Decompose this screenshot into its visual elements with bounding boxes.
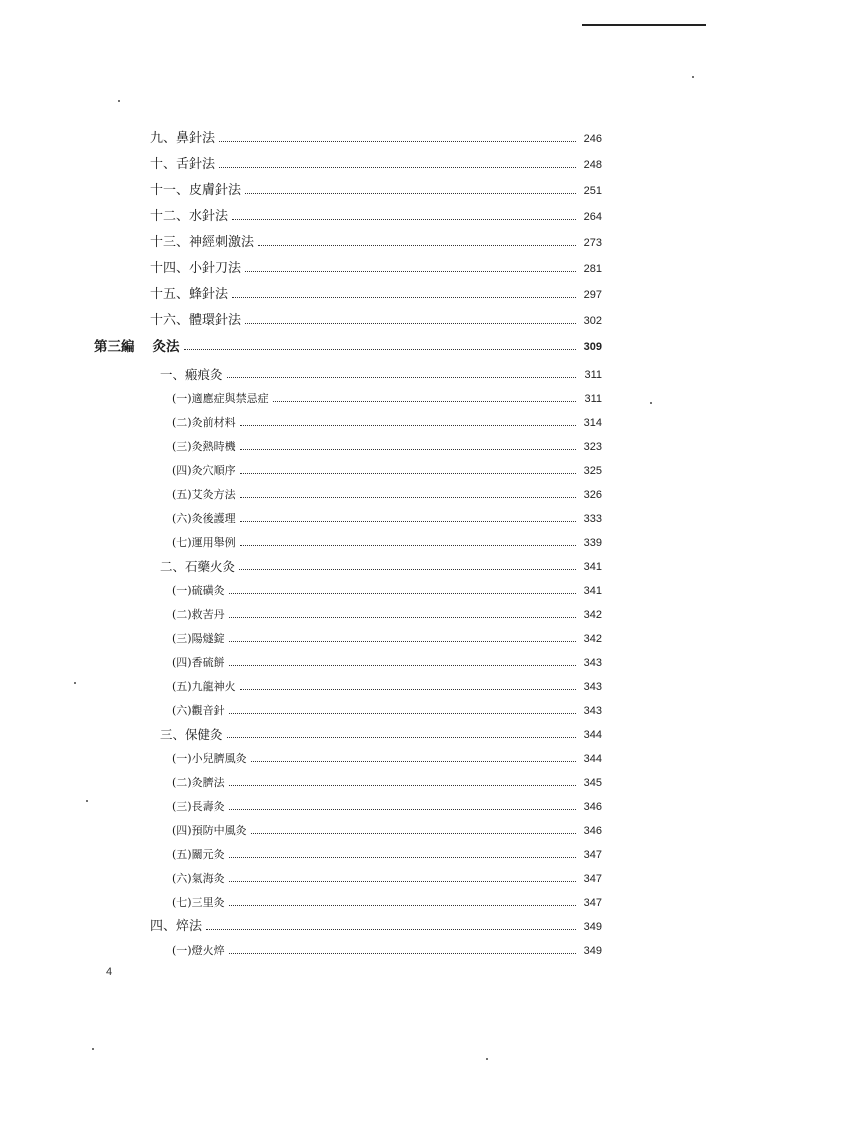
toc-entry-title: (四)預防中風灸 [172,824,247,837]
toc-entry-title: 十、舌針法 [150,157,216,172]
dot-leader [229,871,576,882]
dot-leader [273,391,576,402]
toc-subentry [172,606,602,624]
toc-entry-title: (一)小兒臍風灸 [172,752,247,765]
toc-subentry [172,510,602,528]
part-page: 309 [583,341,602,353]
toc-entry-page: 281 [583,263,602,275]
toc-entry-page: 346 [583,801,602,813]
toc-entry-title: 十六、體環針法 [150,313,242,328]
toc-subentry [172,582,602,600]
toc-entry-title: 十三、神經刺激法 [150,235,255,250]
dot-leader [240,679,576,690]
toc-entry [160,558,602,576]
toc-entry-title: 十二、水針法 [150,209,229,224]
dot-leader [229,655,576,666]
toc-entry [150,156,602,174]
dot-leader [245,261,576,272]
dot-leader [240,535,576,546]
toc-subentry [172,846,602,864]
toc-subentry [172,702,602,720]
dot-leader [232,209,576,220]
toc-entry-page: 246 [583,133,602,145]
toc-entry-title: (六)灸後護理 [172,512,236,525]
toc-entry-page: 345 [583,777,602,789]
toc-entry-title: 四、焠法 [150,919,203,934]
dot-leader [229,895,576,906]
dot-leader [229,607,576,618]
toc-entry-title: 九、鼻針法 [150,131,216,146]
toc-subentry [172,894,602,912]
dot-leader [219,131,576,142]
toc-entry-title: (六)觀音針 [172,704,225,717]
dot-leader [240,415,576,426]
scan-speck [692,76,694,78]
dot-leader [227,727,576,738]
scan-speck [86,800,88,802]
toc-entry-page: 311 [584,393,602,405]
part-title: 灸法 [152,339,180,355]
toc-entry [160,726,602,744]
toc-entry-title: (四)灸穴順序 [172,464,236,477]
toc-entry-title: (一)適應症與禁忌症 [172,392,269,405]
toc-subentry [172,630,602,648]
dot-leader [251,823,576,834]
toc-entry-page: 314 [583,417,602,429]
toc-entry-page: 346 [583,825,602,837]
toc-entry-title: (一)燈火焠 [172,944,225,957]
dot-leader [239,559,576,570]
dot-leader [229,703,576,714]
toc-entry-page: 344 [583,753,602,765]
toc-entry-page: 349 [583,921,602,933]
toc-entry-page: 343 [583,705,602,717]
toc-subentry [172,462,602,480]
toc-subentry [172,870,602,888]
toc-subentry [172,486,602,504]
toc-subentry [172,390,602,408]
dot-leader [240,463,576,474]
toc-entry-page: 311 [584,369,602,381]
dot-leader [229,631,576,642]
toc-entry [150,130,602,148]
scan-speck [486,1058,488,1060]
toc-entry-title: 一、瘢痕灸 [160,367,223,382]
toc-entry-title: 十四、小針刀法 [150,261,242,276]
dot-leader [240,511,576,522]
toc-subentry [172,942,602,960]
dot-leader [184,339,577,350]
toc-entry-title: (二)救苦丹 [172,608,225,621]
toc-entry-page: 342 [583,609,602,621]
dot-leader [240,487,576,498]
toc-entry-title: (二)灸前材料 [172,416,236,429]
toc-entry [150,208,602,226]
toc-entry-page: 347 [583,849,602,861]
toc-entry [150,312,602,330]
toc-entry-title: 十五、蜂針法 [150,287,229,302]
scan-speck [74,682,76,684]
dot-leader [229,583,576,594]
toc-entry-title: (五)關元灸 [172,848,225,861]
toc-entry-page: 326 [583,489,602,501]
toc-subentry [172,414,602,432]
toc-entry-page: 323 [583,441,602,453]
dot-leader [251,751,576,762]
toc-entry-title: 十一、皮膚針法 [150,183,242,198]
toc-entry-title: (七)三里灸 [172,896,225,909]
toc-entry-page: 302 [583,315,602,327]
toc-entry-title: (六)氣海灸 [172,872,225,885]
toc-entry-page: 349 [583,945,602,957]
toc-entry-page: 251 [583,185,602,197]
toc-entry-page: 248 [583,159,602,171]
dot-leader [229,847,576,858]
toc-entry-title: (二)灸臍法 [172,776,225,789]
toc-entry-page: 339 [583,537,602,549]
toc-entry-page: 341 [583,561,602,573]
toc-entry-page: 343 [583,657,602,669]
toc-entry-page: 344 [583,729,602,741]
dot-leader [229,775,576,786]
dot-leader [245,183,576,194]
toc-entry-title: (七)運用舉例 [172,536,236,549]
dot-leader [227,367,576,378]
toc-entry-page: 264 [583,211,602,223]
dot-leader [229,799,576,810]
toc-entry-page: 343 [583,681,602,693]
page-corner-mark: 4 [106,966,113,978]
toc-entry [150,182,602,200]
toc-entry-page: 273 [583,237,602,249]
toc-entry-page: 342 [583,633,602,645]
toc-subentry [172,534,602,552]
toc-entry [150,286,602,304]
dot-leader [232,287,576,298]
dot-leader [245,313,576,324]
toc-entry [150,918,602,936]
dot-leader [219,157,576,168]
toc-subentry [172,654,602,672]
toc-entry-page: 347 [583,873,602,885]
toc-entry-page: 333 [583,513,602,525]
toc-entry [150,234,602,252]
toc-entry-title: 三、保健灸 [160,727,223,742]
part-label: 第三編 [94,339,135,355]
toc-entry-title: 二、石藥火灸 [160,559,236,574]
toc-entry [150,260,602,278]
toc-subentry [172,798,602,816]
scan-speck [92,1048,94,1050]
toc-entry-title: (三)長壽灸 [172,800,225,813]
toc-entry-page: 325 [583,465,602,477]
dot-leader [258,235,576,246]
toc-entry-page: 347 [583,897,602,909]
toc-subentry [172,438,602,456]
toc-entry-page: 297 [583,289,602,301]
part-heading [94,338,602,356]
toc-entry [160,366,602,384]
toc-entry-title: (五)九龍神火 [172,680,236,693]
dot-leader [206,919,576,930]
scan-speck [650,402,652,404]
toc-subentry [172,750,602,768]
toc-entry-title: (三)灸熱時機 [172,440,236,453]
toc-entry-title: (一)硫磺灸 [172,584,225,597]
scan-speck [118,100,120,102]
toc-subentry [172,678,602,696]
dot-leader [229,943,576,954]
toc-subentry [172,774,602,792]
toc-entry-title: (三)陽燧錠 [172,632,225,645]
toc-entry-title: (四)香硫餅 [172,656,225,669]
toc-subentry [172,822,602,840]
toc-entry-title: (五)艾灸方法 [172,488,236,501]
top-rule [582,24,706,26]
dot-leader [240,439,576,450]
toc-entry-page: 341 [583,585,602,597]
